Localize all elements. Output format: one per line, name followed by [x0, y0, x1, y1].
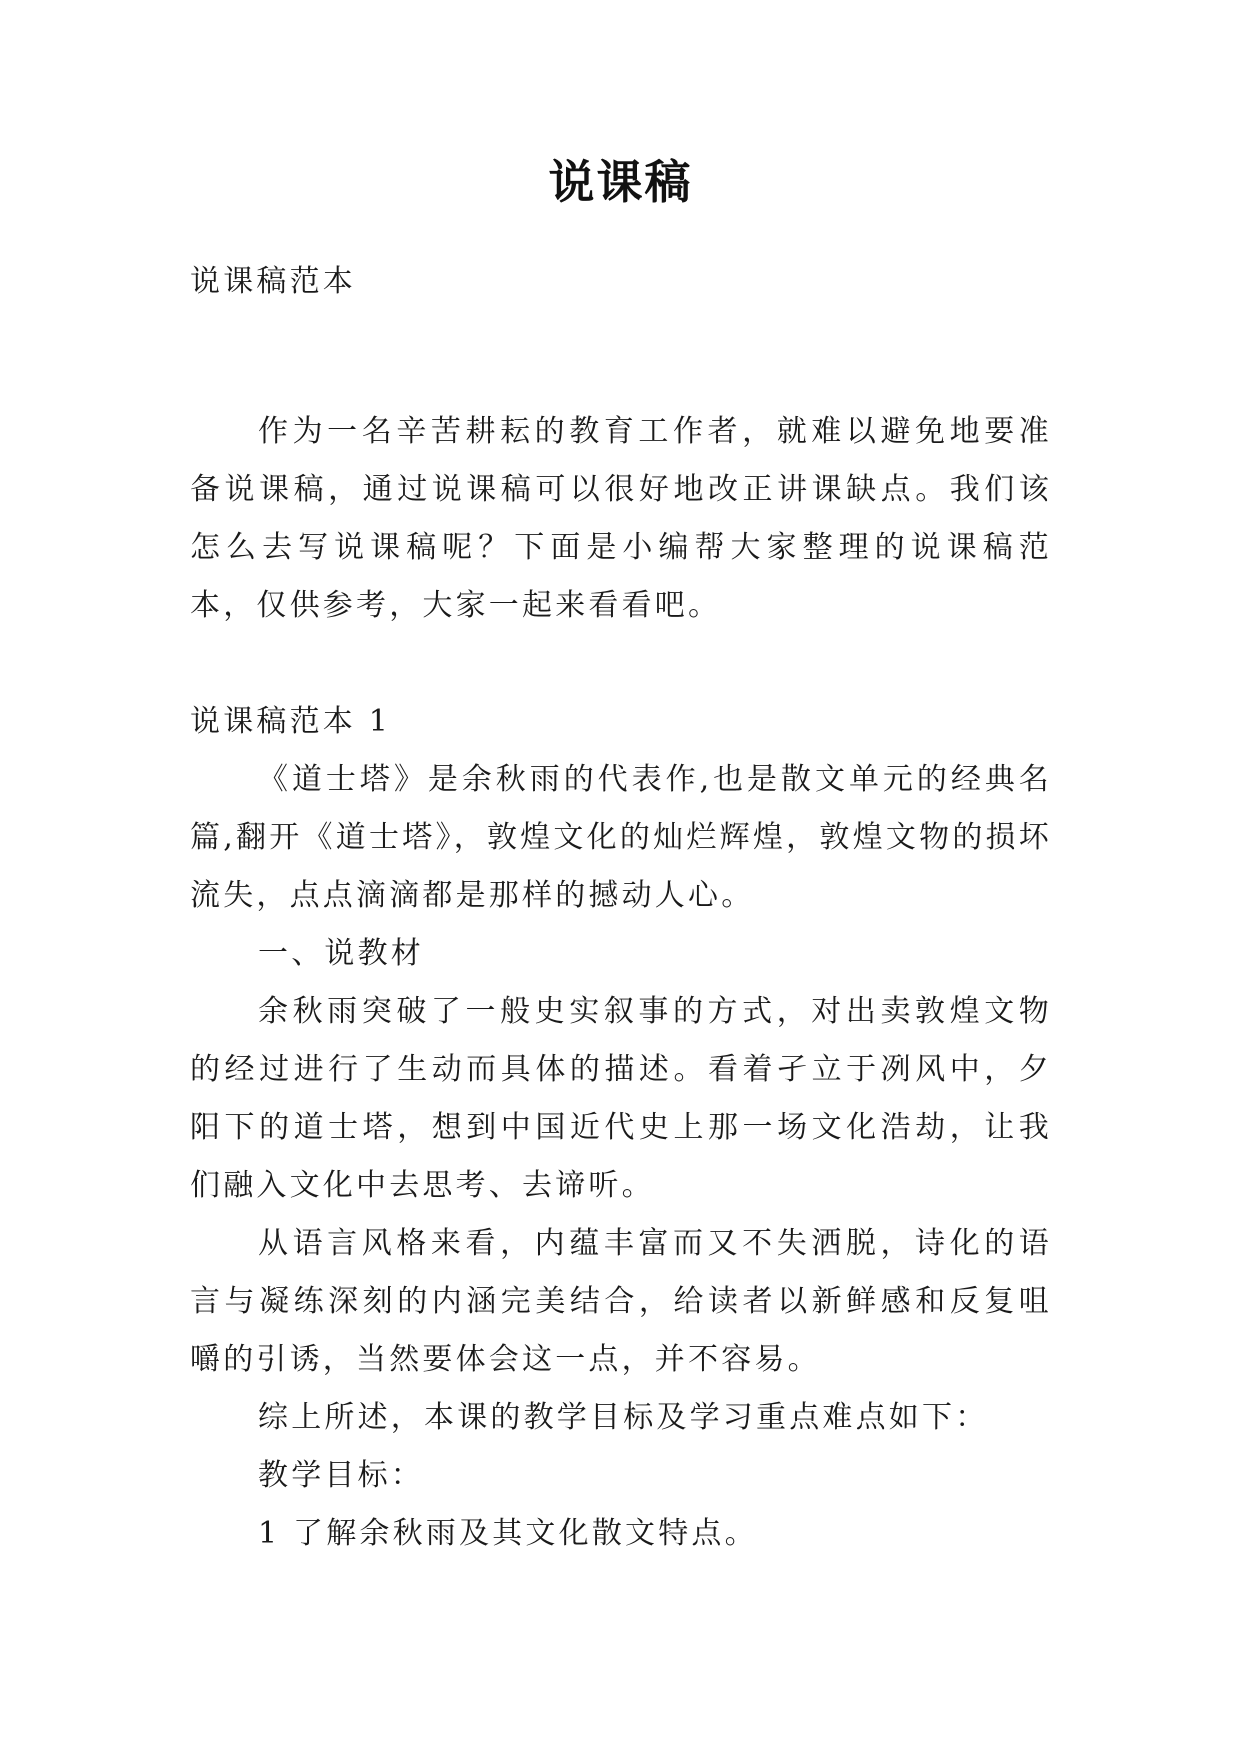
document-subtitle: 说课稿范本 [190, 264, 356, 299]
document-title: 说课稿 [548, 155, 693, 209]
section-heading: 说课稿范本 1 [190, 704, 392, 739]
paragraph-6: 1 了解余秋雨及其文化散文特点。 [258, 1516, 758, 1551]
paragraph-5: 教学目标： [258, 1458, 424, 1493]
intro-paragraph: 作为一名辛苦耕耘的教育工作者，就难以避免地要准备说课稿，通过说课稿可以很好地改正讲课缺点。我们该怎么去写说课稿呢？下面是小编帮大家整理的说课稿范本，仅供参考，大家一起来看看吧。 [190, 414, 1052, 623]
paragraph-2: 余秋雨突破了一般史实叙事的方式，对出卖敦煌文物的经过进行了生动而具体的描述。看着孑立于冽风中，夕阳下的道士塔，想到中国近代史上那一场文化浩劫，让我们融入文化中去思考、去谛听。 [190, 994, 1052, 1203]
paragraph-3: 从语言风格来看，内蕴丰富而又不失洒脱，诗化的语言与凝练深刻的内涵完美结合，给读者以新鲜感和反复咀嚼的引诱，当然要体会这一点，并不容易。 [190, 1226, 1052, 1377]
paragraph-1: 《道士塔》是余秋雨的代表作,也是散文单元的经典名篇,翻开《道士塔》，敦煌文化的灿烂辉煌，敦煌文物的损坏流失，点点滴滴都是那样的撼动人心。 [190, 762, 1052, 913]
paragraph-4: 综上所述，本课的教学目标及学习重点难点如下： [258, 1400, 989, 1435]
sub-heading: 一、说教材 [258, 936, 424, 971]
